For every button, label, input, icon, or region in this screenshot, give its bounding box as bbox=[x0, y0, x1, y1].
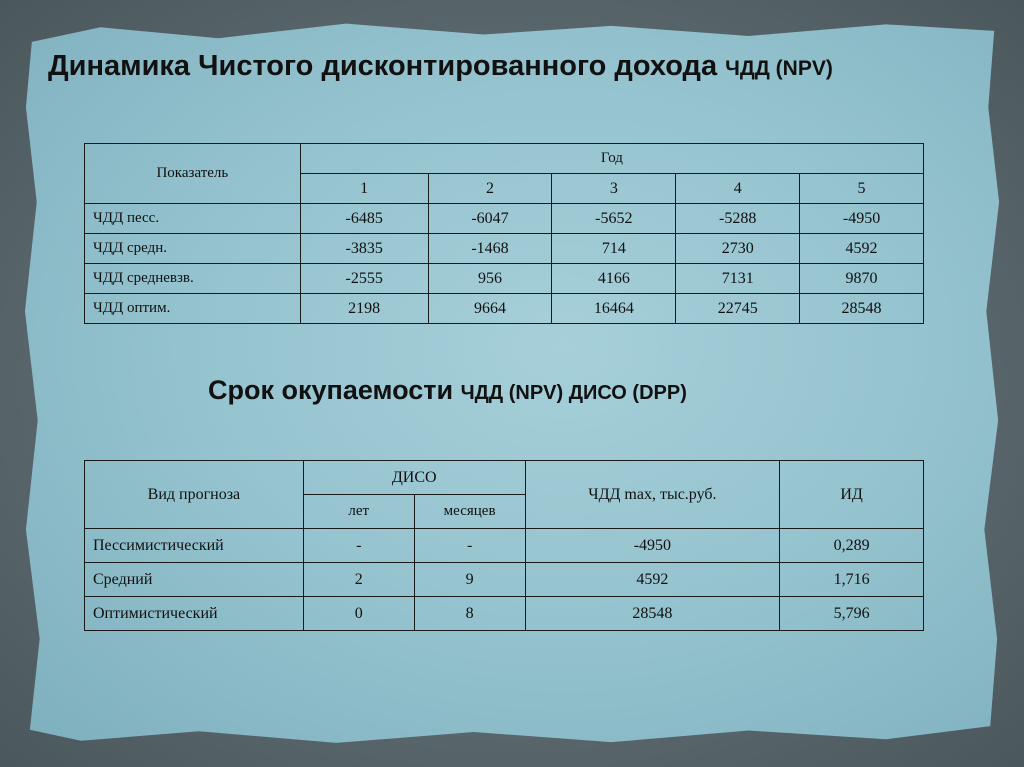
header-year: 2 bbox=[428, 174, 552, 204]
header-npv-max: ЧДД max, тыс.руб. bbox=[525, 461, 780, 529]
header-year-group: Год bbox=[300, 144, 923, 174]
section-title-suffix: ЧДД (NPV) ДИСО (DPP) bbox=[460, 382, 687, 404]
header-diso: ДИСО bbox=[303, 461, 525, 495]
header-year: 1 bbox=[300, 174, 428, 204]
header-months: месяцев bbox=[414, 495, 525, 529]
table-row bbox=[85, 234, 924, 264]
cell-years: 0 bbox=[303, 597, 414, 631]
npv-table bbox=[84, 143, 924, 324]
header-year: 4 bbox=[676, 174, 800, 204]
cell-pi: 0,289 bbox=[780, 529, 924, 563]
cell-months: 8 bbox=[414, 597, 525, 631]
cell-years: - bbox=[303, 529, 414, 563]
cell-value: -1468 bbox=[428, 234, 552, 264]
cell-pi: 1,716 bbox=[780, 563, 924, 597]
cell-value: -4950 bbox=[800, 204, 924, 234]
cell-value: 7131 bbox=[676, 264, 800, 294]
row-label: Оптимистический bbox=[85, 597, 304, 631]
payback-table bbox=[84, 460, 924, 631]
cell-value: 2730 bbox=[676, 234, 800, 264]
row-label: ЧДД оптим. bbox=[85, 294, 301, 324]
table-row bbox=[85, 529, 924, 563]
cell-value: 714 bbox=[552, 234, 676, 264]
cell-value: 956 bbox=[428, 264, 552, 294]
cell-value: 28548 bbox=[800, 294, 924, 324]
cell-value: 4592 bbox=[800, 234, 924, 264]
cell-value: 22745 bbox=[676, 294, 800, 324]
cell-value: 4166 bbox=[552, 264, 676, 294]
cell-value: 9870 bbox=[800, 264, 924, 294]
table-row bbox=[85, 597, 924, 631]
cell-npv: 4592 bbox=[525, 563, 780, 597]
cell-value: -6485 bbox=[300, 204, 428, 234]
cell-value: 9664 bbox=[428, 294, 552, 324]
cell-months: 9 bbox=[414, 563, 525, 597]
cell-pi: 5,796 bbox=[780, 597, 924, 631]
row-label: Средний bbox=[85, 563, 304, 597]
cell-value: 2198 bbox=[300, 294, 428, 324]
section-title-main: Срок окупаемости bbox=[208, 375, 454, 405]
cell-months: - bbox=[414, 529, 525, 563]
header-year: 3 bbox=[552, 174, 676, 204]
table-row bbox=[85, 264, 924, 294]
page-title bbox=[48, 50, 978, 83]
row-label: ЧДД средневзв. bbox=[85, 264, 301, 294]
cell-value: -2555 bbox=[300, 264, 428, 294]
header-forecast: Вид прогноза bbox=[85, 461, 304, 529]
table-row bbox=[85, 563, 924, 597]
cell-npv: -4950 bbox=[525, 529, 780, 563]
header-years: лет bbox=[303, 495, 414, 529]
cell-value: -3835 bbox=[300, 234, 428, 264]
cell-value: -6047 bbox=[428, 204, 552, 234]
section-title bbox=[208, 375, 687, 406]
cell-value: -5288 bbox=[676, 204, 800, 234]
cell-value: 16464 bbox=[552, 294, 676, 324]
header-year: 5 bbox=[800, 174, 924, 204]
cell-value: -5652 bbox=[552, 204, 676, 234]
row-label: ЧДД песс. bbox=[85, 204, 301, 234]
table-row bbox=[85, 204, 924, 234]
row-label: ЧДД средн. bbox=[85, 234, 301, 264]
page-title-main: Динамика Чистого дисконтированного дохода bbox=[48, 50, 718, 82]
header-indicator: Показатель bbox=[85, 144, 301, 204]
cell-npv: 28548 bbox=[525, 597, 780, 631]
row-label: Пессимистический bbox=[85, 529, 304, 563]
cell-years: 2 bbox=[303, 563, 414, 597]
page-title-suffix: ЧДД (NPV) bbox=[725, 57, 833, 80]
header-pi: ИД bbox=[780, 461, 924, 529]
table-row bbox=[85, 294, 924, 324]
